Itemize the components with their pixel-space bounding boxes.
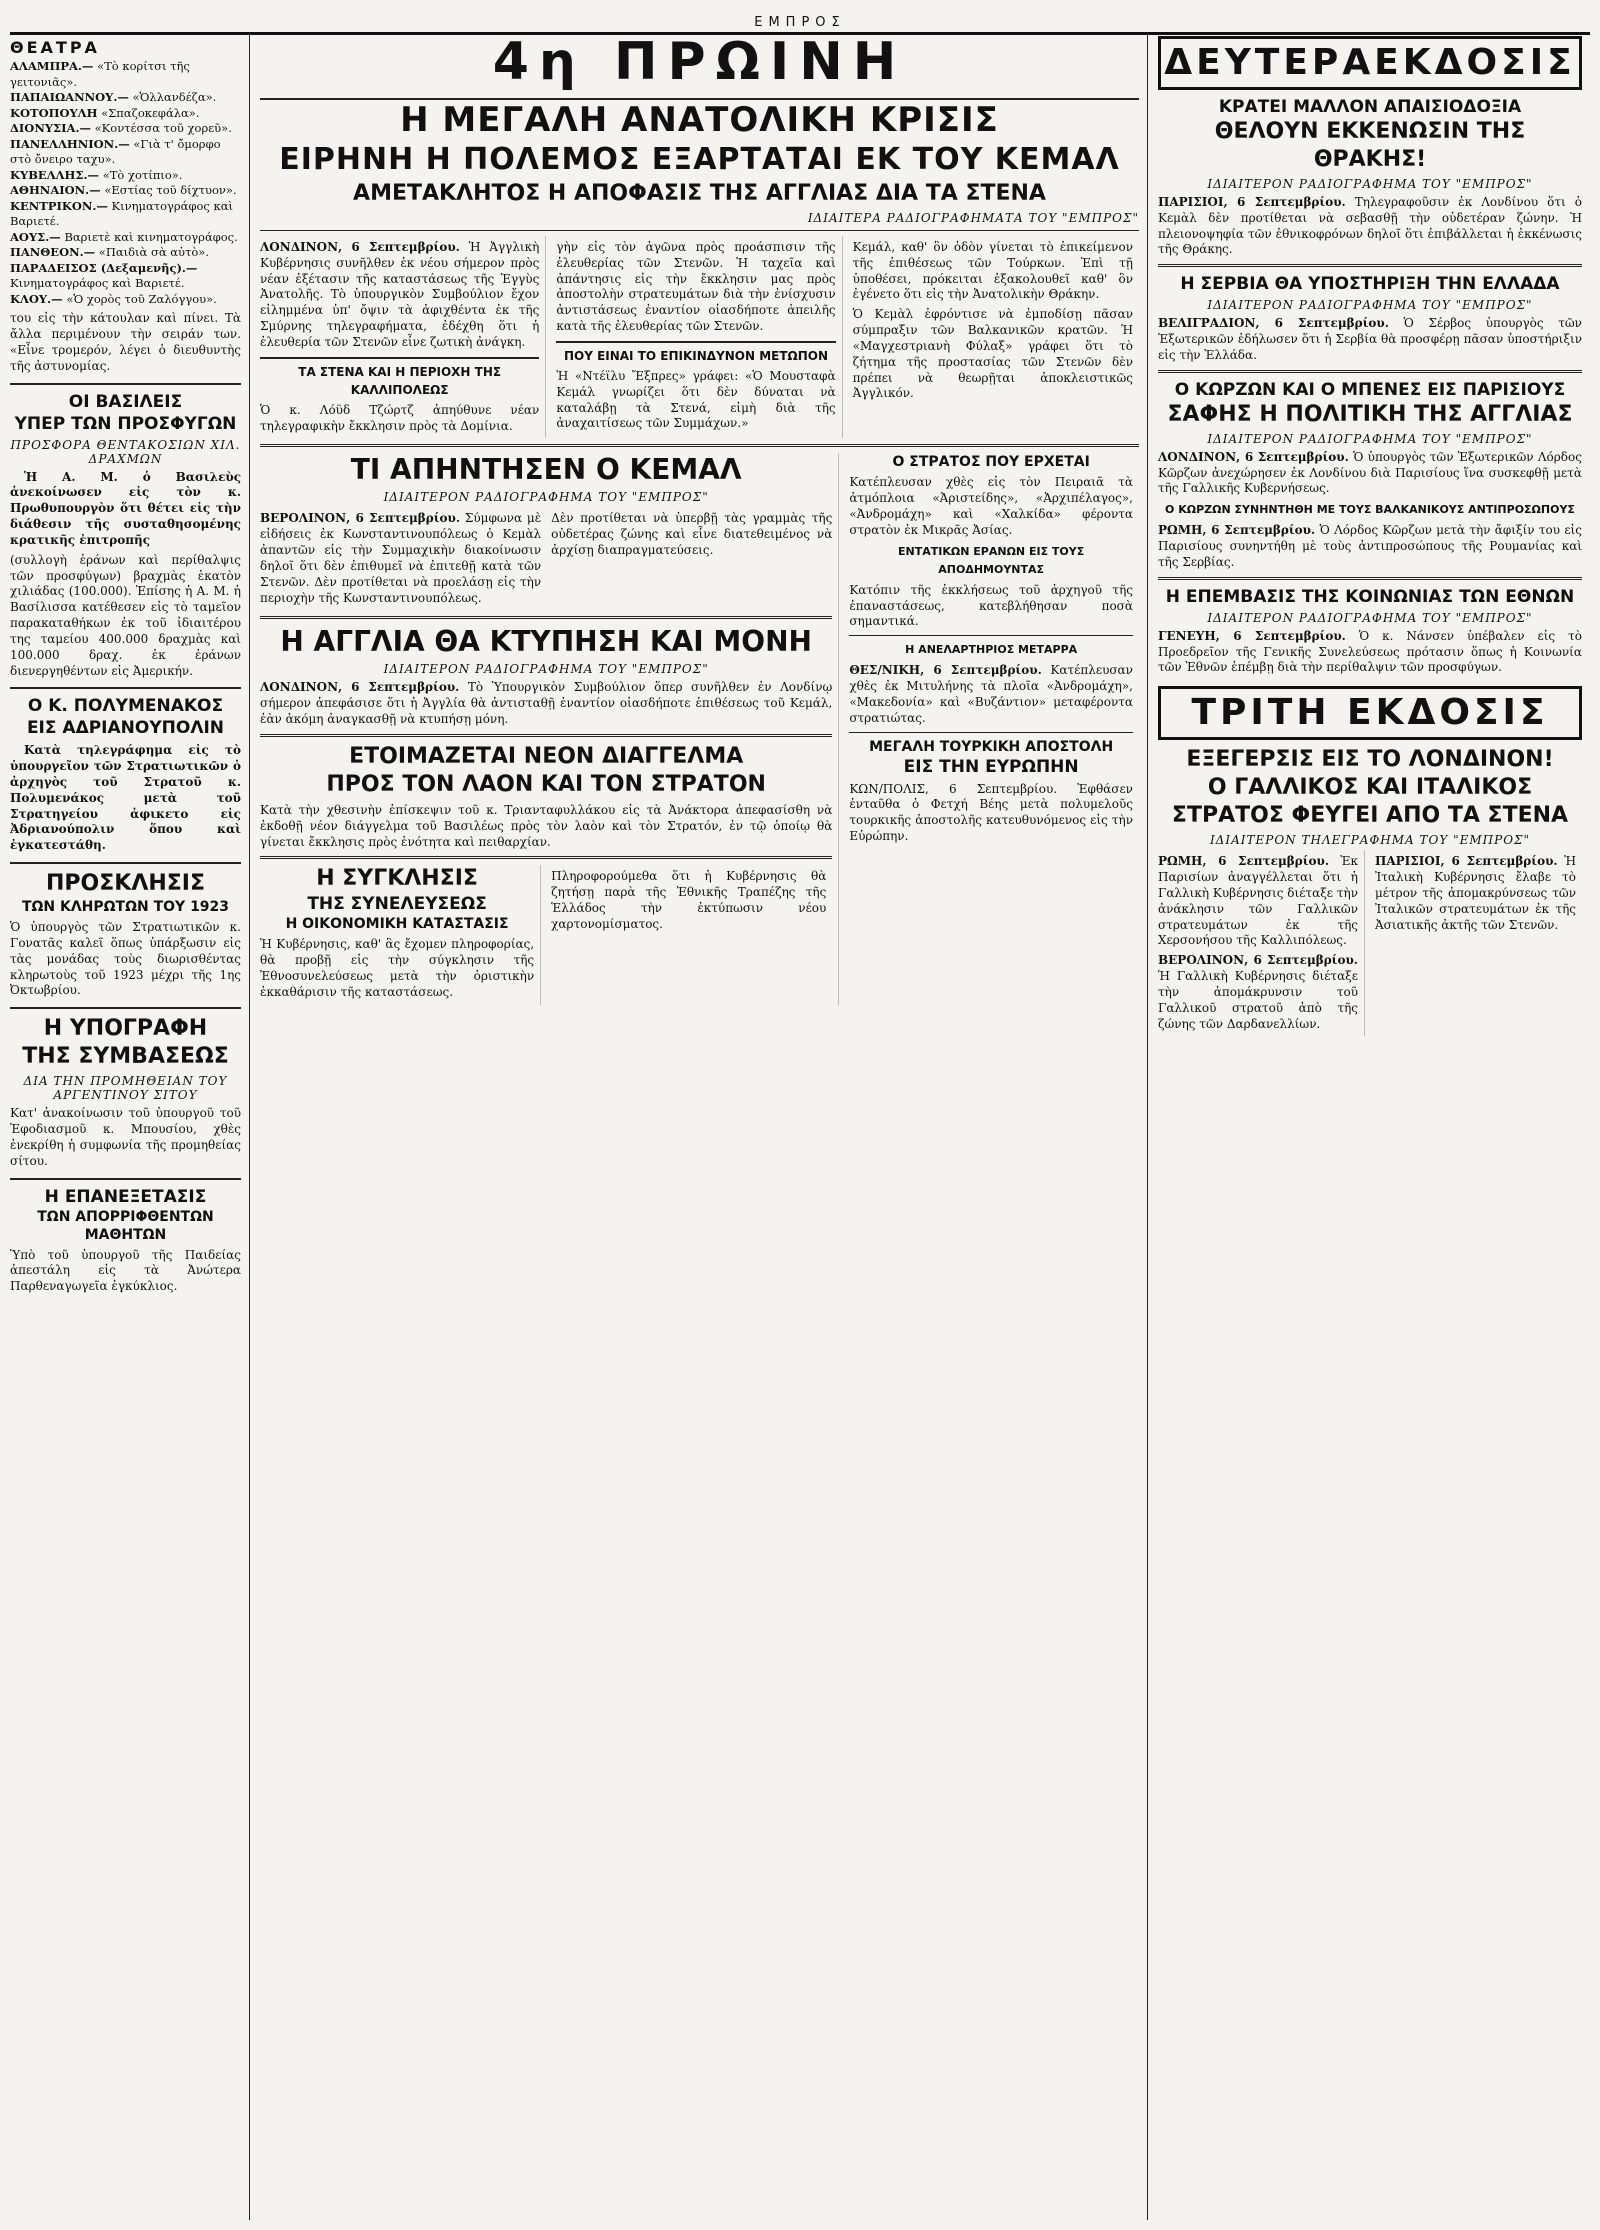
kings-article (10, 383, 241, 680)
curzon-body-2: Ὁ Λόρδος Κῶρζων μετὰ τὴν ἄφιξίν του εἰς Παρισίους συνηντήθη μὲ τοὺς ἀντιπροσώπους τῆς Ρουμανίας καὶ τῆς Σερβίας. (1158, 523, 1582, 569)
theatre-venue: ΚΟΤΟΠΟΥΛΗ (10, 105, 98, 120)
kemal-subhead: ΙΔΙΑΙΤΕΡΟΝ ΡΑΔΙΟΓΡΑΦΗΜΑ ΤΟΥ "ΕΜΠΡΟΣ" (383, 490, 709, 505)
theatre-item (10, 292, 241, 308)
straits-body: Ὁ κ. Λόϋδ Τζώρτζ ἀπηύθυνε νέαν τηλεγραφικὴν ἔκκλησιν πρὸς τὰ Δομίνια. (260, 402, 540, 433)
main-col-1 (260, 236, 546, 438)
fire-dateline: ΘΕΣ/ΝΙΚΗ, 6 Σεπτεμβρίου. (849, 663, 1042, 678)
right-column (1158, 34, 1590, 2220)
serbia-h1: Η ΣΕΡΒΙΑ ΘΑ ΥΠΟΣΤΗΡΙΞΗ ΤΗΝ ΕΛΛΑΔΑ (1180, 274, 1560, 295)
theatre-show: «Παιδιὰ σὰ αὐτὸ». (98, 245, 209, 260)
klerotoi-h1: ΠΡΟΣΚΛΗΣΙΣ (46, 871, 205, 897)
assembly-h2: ΤΗΣ ΣΥΝΕΛΕΥΣΕΩΣ (307, 894, 487, 915)
army-body: Κατέπλευσαν χθὲς εἰς τὸν Πειραιᾶ τὰ ἀτμόπλοια «Ἀριστείδης», «Ἀρχιπέλαγος», «Ἀνδρομάχη» καὶ «Χαλκίδα» φέροντα στρατὸν ἐκ Μικρᾶς Ἀσίας. (849, 475, 1133, 537)
turk-h1: ΜΕΓΑΛΗ ΤΟΥΡΚΙΚΗ ΑΠΟΣΤΟΛΗ (869, 738, 1114, 755)
theatre-note: του εἰς τὴν κάτουλαν καὶ πίνει. Τὰ ἄλλα περιμένουν τὴν σειράν των. «Εἶνε τρομερόν, λέγει ὁ διευθυντὴς τῆς ἀστυνομίας. (10, 311, 241, 373)
second-edition-banner: ΔΕΥΤΕΡΑΕΚΔΟΣΙΣ (1158, 36, 1582, 90)
turk-h2: ΕΙΣ ΤΗΝ ΕΥΡΩΠΗΝ (903, 756, 1079, 777)
nations-body: Ὁ κ. Νάνσεν ὑπέβαλεν εἰς τὸ Προεδρεῖον τῆς Γενικῆς Συνελεύσεως πρότασιν ὅπως ἡ Κοινωνία τῶν Ἐθνῶν ἐπέμβῃ διὰ τὴν περίθαλψιν τῶν προσφύγων. (1158, 628, 1582, 675)
theatre-item (10, 106, 241, 122)
theatre-venue: ΑΘΗΝΑΙΟΝ.— (10, 183, 101, 198)
main-headline-1: Η ΜΕΓΑΛΗ ΑΝΑΤΟΛΙΚΗ ΚΡΙΣΙΣ (400, 100, 999, 140)
theatre-venue: ΠΑΝΕΛΛΗΝΙΟΝ.— (10, 136, 130, 151)
theatre-show: «Τὸ χοτίπιο». (102, 167, 183, 182)
third-h2: Ο ΓΑΛΛΙΚΟΣ ΚΑΙ ΙΤΑΛΙΚΟΣ ΣΤΡΑΤΟΣ ΦΕΥΓΕΙ ΑΠΟ ΤΑ ΣΤΕΝΑ (1171, 775, 1569, 829)
alone-dateline: ΛΟΝΔΙΝΟΝ, 6 Σεπτεμβρίου. (260, 680, 460, 695)
army-body2: Κατόπιν τῆς ἐκκλήσεως τοῦ ἀρχηγοῦ τῆς ἐπαναστάσεως, κατεβλήθησαν ποσὰ σημαντικά. (849, 582, 1133, 629)
polymenakos-h2: ΕΙΣ ΑΔΡΙΑΝΟΥΠΟΛΙΝ (26, 718, 225, 739)
third-subhead: ΙΔΙΑΙΤΕΡΟΝ ΤΗΛΕΓΡΑΦΗΜΑ ΤΟΥ "ΕΜΠΡΟΣ" (1209, 833, 1531, 848)
kemal-headline: ΤΙ ΑΠΗΝΤΗΣΕΝ Ο ΚΕΜΑΛ (350, 453, 742, 487)
theatre-venue: ΑΟΥΣ.— (10, 229, 61, 244)
proclaim-body: Κατὰ τὴν χθεσινὴν ἐπίσκεψιν τοῦ κ. Τριανταφυλλάκου εἰς τὰ Ἀνάκτορα ἀπεφασίσθη νὰ ἐκδοθῇ νέον διάγγελμα τοῦ Βασιλέως πρὸς τὸν λαὸν καὶ τὸν Στρατόν, ἐν τῷ ὁποίῳ θὰ γίνεται ἔκκλησις πρὸς ἑνότητα καὶ πειθαρχίαν. (260, 802, 833, 849)
theatre-item (10, 199, 241, 230)
theatre-venue: ΚΕΝΤΡΙΚΟΝ.— (10, 198, 108, 213)
pessimism-dateline: ΠΑΡΙΣΙΟΙ, 6 Σεπτεμβρίου. (1158, 195, 1346, 209)
main-col-2 (556, 236, 842, 438)
klerotoi-article (10, 862, 241, 999)
main-dateline: ΛΟΝΔΙΝΟΝ, 6 Σεπτεμβρίου. (260, 240, 460, 254)
front-subhead: ΠΟΥ ΕΙΝΑΙ ΤΟ ΕΠΙΚΙΝΔΥΝΟΝ ΜΕΤΩΠΟΝ (563, 348, 829, 363)
sign-h3: ΔΙΑ ΤΗΝ ΠΡΟΜΗΘΕΙΑΝ ΤΟΥ ΑΡΓΕΝΤΙΝΟΥ ΣΙΤΟΥ (23, 1074, 228, 1103)
serbia-dateline: ΒΕΛΙΓΡΑΔΙΟΝ, 6 Σεπτεμβρίου. (1158, 316, 1389, 331)
fire-body: Κατέπλευσαν χθὲς ἐκ Μιτυλήνης τὰ πλοῖα «Ἀνδρομάχη», «Μακεδονία» καὶ «Βυζάντιον» μεταφέροντα στρατιώτας. (849, 663, 1133, 725)
third-dateline-2: ΒΕΡΟΛΙΝΟΝ, 6 Σεπτεμβρίου. (1158, 953, 1358, 968)
alone-subhead: ΙΔΙΑΙΤΕΡΟΝ ΡΑΔΙΟΓΡΑΦΗΜΑ ΤΟΥ "ΕΜΠΡΟΣ" (383, 662, 709, 677)
kings-h3: ΠΡΟΣΦΟΡΑ ΘΕΝΤΑΚΟΣΙΩΝ ΧΙΛ. ΔΡΑΧΜΩΝ (10, 437, 241, 466)
alone-headline: Η ΑΓΓΛΙΑ ΘΑ ΚΤΥΠΗΣΗ ΚΑΙ ΜΟΝΗ (280, 625, 812, 659)
front-body: Ἡ «Ντέϊλυ Ἔξπρες» γράφει: «Ὁ Μουσταφὰ Κεμάλ γνωρίζει ὅτι δὲν δύναται νὰ καταλάβῃ τὰ Στενά, εἰμὴ διὰ τῆς ἀναχαιτίσεως τῶν Συμμάχων.» (556, 368, 836, 431)
serbia-subhead: ΙΔΙΑΙΤΕΡΟΝ ΡΑΔΙΟΓΡΑΦΗΜΑ ΤΟΥ "ΕΜΠΡΟΣ" (1207, 298, 1533, 313)
theatre-show: Βαριετὲ καὶ κινηματογράφος. (64, 229, 238, 244)
middle-right (849, 453, 1139, 1004)
theatre-item (10, 183, 241, 199)
third-body-3: Ἡ Ἰταλικὴ Κυβέρνησις ἔλαβε τὸ μέτρον τῆς ἀπομακρύνσεως τῶν Ἰταλικῶν στρατευμάτων ἐκ τῆς Ἀσιατικῆς ἀκτῆς τῶν Στενῶν. (1375, 854, 1576, 932)
third-edition-banner: ΤΡΙΤΗ ΕΚΔΟΣΙΣ (1158, 686, 1582, 740)
theatre-venue: ΚΛΟΥ.— (10, 291, 63, 306)
curzon-body: Ὁ ὑπουργὸς τῶν Ἐξωτερικῶν Λόρδος Κῶρζων ἀνεχώρησεν ἐκ Λονδίνου διὰ Παρισίους ἵνα συσκεφθῇ μετὰ τῆς Γαλλικῆς Κυβερνήσεως. (1158, 449, 1582, 496)
curzon-h1: Ο ΚΩΡΖΩΝ ΚΑΙ Ο ΜΠΕΝΕΣ ΕΙΣ ΠΑΡΙΣΙΟΥΣ (1174, 379, 1566, 400)
straits-subhead: ΤΑ ΣΤΕΝΑ ΚΑΙ Η ΠΕΡΙΟΧΗ ΤΗΣ ΚΑΛΛΙΠΟΛΕΩΣ (298, 364, 502, 397)
theatre-item (10, 261, 241, 292)
main-headline-3: ΑΜΕΤΑΚΛΗΤΟΣ Η ΑΠΟΦΑΣΙΣ ΤΗΣ ΑΓΓΛΙΑΣ ΔΙΑ ΤΑ ΣΤΕΝΑ (353, 181, 1046, 206)
klerotoi-body: Ὁ ὑπουργὸς τῶν Στρατιωτικῶν κ. Γονατᾶς καλεῖ ὅπως ὑπάρξωσιν εἰς τὰς μονάδας τοὺς διωρισθέντας κληρωτοὺς τοῦ 1923 μέχρι τῆς 1ης Ὀκτωβρίου. (10, 920, 241, 998)
serbia-body: Ὁ Σέρβος ὑπουργὸς τῶν Ἐξωτερικῶν ἐδήλωσεν ὅτι ἡ Σερβία θὰ προσφέρῃ πᾶσαν ὑποστήριξιν εἰς τὴν Ἑλλάδα. (1158, 316, 1582, 362)
kemal-body: Σύμφωνα μὲ εἰδήσεις ἐκ Κωνσταντινουπόλεως ὁ Κεμὰλ ἀπαντῶν εἰς τὴν Συμμαχικὴν διακοίνωσιν δηλοῖ ὅτι δὲν ἐπιθυμεῖ νὰ ἐπιτεθῇ κατὰ τῶν Στενῶν. Δὲν προτίθεται νὰ προελάσῃ εἰς τὴν περιοχὴν τῆς Κωνσταντινουπόλεως. (260, 511, 542, 605)
kings-h1: ΟΙ ΒΑΣΙΛΕΙΣ (68, 391, 183, 412)
theatre-venue: ΠΑΠΑΙΩΑΝΝΟΥ.— (10, 90, 129, 105)
army-headline: Ο ΣΤΡΑΤΟΣ ΠΟΥ ΕΡΧΕΤΑΙ (892, 454, 1090, 471)
curzon-h3: Ο ΚΩΡΖΩΝ ΣΥΝΗΝΤΗΘΗ ΜΕ ΤΟΥΣ ΒΑΛΚΑΝΙΚΟΥΣ ΑΝΤΙΠΡΟΣΩΠΟΥΣ (1165, 503, 1575, 517)
theatre-venue: ΠΑΡΑΔΕΙΣΟΣ (Δεξαμενῆς).— (10, 260, 198, 275)
theatre-show: «Γιὰ τ' ὄμορφο στὸ ὄνειρο ταχυ». (10, 136, 221, 167)
review-article (10, 1178, 241, 1295)
klerotoi-h2: ΤΩΝ ΚΛΗΡΩΤΩΝ ΤΟΥ 1923 (21, 899, 230, 916)
pessimism-h2: ΘΕΛΟΥΝ ΕΚΚΕΝΩΣΙΝ ΤΗΣ ΘΡΑΚΗΣ! (1214, 119, 1526, 172)
theatre-show: «Σπαζοκεφάλα». (101, 105, 200, 120)
kemal-body-cont: Δὲν προτίθεται νὰ ὑπερβῇ τὰς γραμμὰς τῆς οὐδετέρας ζώνης καὶ εἶνε διατεθειμένος νὰ ἀρχίσῃ διαπραγματεύσεις. (551, 511, 833, 558)
kings-body: (συλλογὴ ἐράνων καὶ περίθαλψις τῶν προσφύγων) βραχμὰς ἑκατὸν χιλιάδας (100.000). Ἐπίσης ἡ Α. Μ. ἡ Βασίλισσα κατέθεσεν εἰς τὸ ταμεῖον παρακαταθήκων ἐκ τοῦ ἰδιαιτέρου της ταμείου 400.000 δραχμὰς καὶ 100.000 δραχ. ἐκ ἐράνων διενεργηθέντων εἰς Ἀμερικήν. (10, 552, 241, 678)
main-col2-body: γὴν εἰς τὸν ἀγῶνα πρὸς προάσπισιν τῆς ἐλευθερίας τῶν Στενῶν. Ἡ ταχεῖα καὶ ἀπάντησις εἰς τὴν ἔκκλησιν μας πρὸς ἀποστολὴν στρατευμάτων διὰ τὴν ἐνίσχυσιν ἀντιστάσεως ἐναντίον οἱασδήποτε ἀπειλῆς κατὰ τῆς ἐλευθερίας τῶν Στενῶν. (556, 240, 836, 334)
third-body-2: Ἡ Γαλλικὴ Κυβέρνησις διέταξε τὴν ἀπομάκρυνσιν τοῦ Γαλλικοῦ στρατοῦ ἀπὸ τῆς ζώνης τῶν Δαρδανελλίων. (1158, 969, 1358, 1031)
masthead: ΕΜΠΡΟΣ (10, 0, 1590, 35)
theatre-item (10, 230, 241, 246)
theatre-show: «Τὸ κορίτσι τῆς γειτονιᾶς». (10, 59, 190, 89)
proclaim-h2: ΠΡΟΣ ΤΟΝ ΛΑΟΝ ΚΑΙ ΤΟΝ ΣΤΡΑΤΟΝ (326, 771, 766, 797)
third-dateline: ΡΩΜΗ, 6 Σεπτεμβρίου. (1158, 854, 1330, 869)
theatre-venue: ΚΥΒΕΛΛΗΣ.— (10, 167, 100, 182)
theatre-item (10, 168, 241, 184)
army-subhead: ΕΝΤΑΤΙΚΩΝ ΕΡΑΝΩΝ ΕΙΣ ΤΟΥΣ ΑΠΟΔΗΜΟΥΝΤΑΣ (898, 544, 1085, 576)
sign-h1: Η ΥΠΟΓΡΑΦΗ (43, 1016, 208, 1042)
sign-body: Κατ' ἀνακοίνωσιν τοῦ ὑπουργοῦ τοῦ Ἐφοδιασμοῦ κ. Μπουσίου, χθὲς ἐνεκρίθη ἡ συμφωνία τῆς προμηθείας σίτου. (10, 1106, 241, 1168)
theatre-show: Κινηματογράφος καὶ Βαριετέ. (10, 198, 233, 229)
theatre-item (10, 137, 241, 168)
kings-lead: Ἡ Α. Μ. ὁ Βασιλεὺς ἀνεκοίνωσεν εἰς τὸν κ. Πρωθυπουργὸν ὅτι θέτει εἰς τὴν διάθεσιν τῆς συσταθησομένης κρατικῆς ἐπιτροπῆς (10, 469, 241, 547)
pessimism-body: Τηλεγραφοῦσιν ἐκ Λονδίνου ὅτι ὁ Κεμὰλ δὲν προτίθεται νὰ σεβασθῇ τὴν οὐδετέραν ζώνην. Ἡ πλειονοψηφία τῶν ἐθνικοφρόνων δηλοῖ ὅτι ἐπιβάλλεται ἡ ἐκκένωσις τῆς Θράκης. (1158, 195, 1582, 257)
main-col1-body: Ἡ Ἀγγλικὴ Κυβέρνησις συνῆλθεν ἐκ νέου σήμερον πρὸς νέαν ἐξέτασιν τῆς καταστάσεως τῆς Ἐγγὺς Ἀνατολῆς. Τὸ ὑπουργικὸν Συμβούλιον ἔχον εἰλημμένα ὑπ' ὄψιν τὰ ἀφιχθέντα ἐκ τῆς Σμύρνης τηλεγραφήματα, ἐδέχθη ὅτι ἡ ἐλευθερία τῶν Στενῶν εἶνε ζωτικὴ ἀνάγκη. (260, 240, 540, 349)
main-subhead: ΙΔΙΑΙΤΕΡΑ ΡΑΔΙΟΓΡΑΦΗΜΑΤΑ ΤΟΥ "ΕΜΠΡΟΣ" (807, 211, 1139, 225)
kemal-dateline: ΒΕΡΟΛΙΝΟΝ, 6 Σεπτεμβρίου. (260, 511, 461, 526)
curzon-h2: ΣΑΦΗΣ Η ΠΟΛΙΤΙΚΗ ΤΗΣ ΑΓΓΛΙΑΣ (1167, 401, 1573, 427)
theatre-item (10, 245, 241, 261)
polymenakos-body: Κατὰ τηλεγράφημα εἰς τὸ ὑπουργεῖον τῶν Στρατιωτικῶν ὁ ἀρχηγὸς τοῦ Στρατοῦ κ. Πολυμενάκος μετὰ τοῦ Στρατηγείου ἀφικετο εἰς Ἀδριανούπολιν ὅπου καὶ ἐγκατεστάθη. (10, 743, 241, 853)
polymenakos-h1: Ο Κ. ΠΟΛΥΜΕΝΑΚΟΣ (27, 696, 224, 717)
third-h1: ΕΞΕΓΕΡΣΙΣ ΕΙΣ ΤΟ ΛΟΝΔΙΝΟΝ! (1186, 747, 1554, 773)
theatre-show: «Ὁ χορὸς τοῦ Ζαλόγγου». (66, 291, 217, 306)
main-col-3 (853, 236, 1139, 438)
sign-article (10, 1007, 241, 1169)
columns (10, 34, 1590, 2220)
third-dateline-3: ΠΑΡΙΣΙΟΙ, 6 Σεπτεμβρίου. (1375, 854, 1558, 869)
main-headline-2: ΕΙΡΗΝΗ Η ΠΟΛΕΜΟΣ ΕΞΑΡΤΑΤΑΙ ΕΚ ΤΟΥ ΚΕΜΑΛ (279, 142, 1120, 177)
review-body: Ὑπὸ τοῦ ὑπουργοῦ τῆς Παιδείας ἀπεστάλη εἰς τὰ Ἀνώτερα Παρθεναγωγεῖα ἐγκύκλιος. (10, 1247, 241, 1294)
theatre-venue: ΠΑΝΘΕΟΝ.— (10, 245, 96, 260)
assembly-h1: Η ΣΥΓΚΛΗΣΙΣ (316, 866, 478, 892)
pessimism-subhead: ΙΔΙΑΙΤΕΡΟΝ ΡΑΔΙΟΓΡΑΦΗΜΑ ΤΟΥ "ΕΜΠΡΟΣ" (1207, 177, 1533, 191)
main-col3-body: Κεμάλ, καθ' ὃν ὁδὸν γίνεται τὸ ἐπικείμενον τῆς ἐπιθέσεως τῶν Τούρκων. Ἐπὶ τῇ ὑποθέσει, πρόκειται ἐξακολουθεῖ καθ' ὃν ἐγένετο ὅτι εἰς τὴν Ἀνατολικὴν Θράκην. (852, 240, 1133, 302)
turk-body: ΚΩΝ/ΠΟΛΙΣ, 6 Σεπτεμβρίου. Ἐφθάσεν ἐνταῦθα ὁ Φετχή Βέης μετὰ πολυμελοῦς τουρκικῆς ἀποστολῆς κατευθυνόμενος εἰς τὴν Εὐρώπην. (849, 781, 1133, 844)
curzon-dateline: ΛΟΝΔΙΝΟΝ, 6 Σεπτεμβρίου. (1158, 449, 1349, 464)
main-article-columns (260, 236, 1139, 438)
curzon-subhead: ΙΔΙΑΙΤΕΡΟΝ ΡΑΔΙΟΓΡΑΦΗΜΑ ΤΟΥ "ΕΜΠΡΟΣ" (1207, 431, 1533, 446)
polymenakos-article (10, 687, 241, 854)
theatre-title: ΘΕΑΤΡΑ (10, 38, 100, 57)
assembly-body2: Πληροφορούμεθα ὅτι ἡ Κυβέρνησις θὰ ζητήσῃ παρὰ τῆς Ἐθνικῆς Τραπέζης τῆς Ἑλλάδος τὴν ἐκτύπωσιν νέου χαρτονομίσματος. (551, 869, 827, 931)
fire-headline: Η ΑΝΕΛΑΡΤΗΡΙΟΣ ΜΕΤΑΡΡΑ (905, 643, 1078, 657)
sign-h2: ΤΗΣ ΣΥΜΒΑΣΕΩΣ (22, 1044, 229, 1070)
nations-subhead: ΙΔΙΑΙΤΕΡΟΝ ΡΑΔΙΟΓΡΑΦΗΜΑ ΤΟΥ "ΕΜΠΡΟΣ" (1207, 610, 1533, 625)
proclaim-h1: ΕΤΟΙΜΑΖΕΤΑΙ ΝΕΟΝ ΔΙΑΓΓΕΛΜΑ (349, 743, 744, 769)
theatre-item (10, 121, 241, 137)
theatre-show: «Ὁλλανδέζα». (132, 90, 217, 105)
theatre-show: «Εστίας τοῦ δίχτυον». (104, 183, 237, 198)
center-column (260, 34, 1148, 2220)
third-body: Ἐκ Παρισίων ἀναγγέλλεται ὅτι ἡ Γαλλικὴ Κυβέρνησις διέταξε τὴν ἀνάκλησιν τῶν Γαλλικῶν στρατευμάτων ἐκ τῆς Χερσονήσου τῆς Καλλιπόλεως. (1158, 854, 1358, 948)
kings-h2: ΥΠΕΡ ΤΩΝ ΠΡΟΣΦΥΓΩΝ (14, 413, 237, 434)
left-column (10, 34, 250, 2220)
theatre-item (10, 90, 241, 106)
alone-body: Τὸ Ὑπουργικὸν Συμβούλιον ὅπερ συνῆλθεν ἐν Λονδίνῳ σήμερον ἀπεφάσισε ὅτι ἡ Ἀγγλία θὰ ἀντισταθῇ ἐναντίον οἱασδήποτε ἐπιθέσεως τοῦ Κεμάλ, ἐὰν ἀκόμη ἀναγκασθῇ νὰ κτυπήσῃ μόνη. (260, 680, 833, 727)
assembly-body: Ἡ Κυβέρνησις, καθ' ἃς ἔχομεν πληροφορίας, θὰ προβῇ εἰς τὴν σύγκλησιν τῆς Ἐθνοσυνελεύσεως μετὰ τὴν ὁριστικὴν ἐκκαθάρισιν τῆς καταστάσεως. (260, 937, 535, 999)
main-col3-body2: Ὁ Κεμὰλ ἐφρόντισε νὰ ἐμποδίσῃ πᾶσαν σύμπραξιν τῶν Βαλκανικῶν κρατῶν. Ἡ «Μαγχεστριανὴ Φύλαξ» γράφει ὅτι τὸ ζήτημα τῆς προστασίας τῶν Στενῶν δὲν πρέπει νὰ θεωρῇται ἀποκλειστικῶς Ἀγγλικόν. (852, 307, 1133, 401)
pessimism-h1: ΚΡΑΤΕΙ ΜΑΛΛΟΝ ΑΠΑΙΣΙΟΔΟΞΙΑ (1218, 97, 1522, 117)
edition-banner: 4η ΠΡΩΙΝΗ (260, 34, 1139, 100)
theatre-list (10, 59, 241, 307)
theatre-venue: ΑΛΑΜΠΡΑ.— (10, 59, 94, 73)
theatre-show: «Κοντέσσα τοῦ χορεῦ». (94, 121, 232, 136)
nations-dateline: ΓΕΝΕΥΗ, 6 Σεπτεμβρίου. (1158, 628, 1346, 643)
nations-h1: Η ΕΠΕΜΒΑΣΙΣ ΤΗΣ ΚΟΙΝΩΝΙΑΣ ΤΩΝ ΕΘΝΩΝ (1165, 586, 1575, 607)
theatre-show: Κινηματογράφος καὶ Βαριετέ. (10, 276, 185, 291)
middle-block (260, 453, 1139, 1004)
theatre-item (10, 59, 241, 90)
theatre-venue: ΔΙΟΝΥΣΙΑ.— (10, 121, 91, 136)
assembly-h3: Η ΟΙΚΟΝΟΜΙΚΗ ΚΑΤΑΣΤΑΣΙΣ (285, 916, 509, 933)
curzon-dateline-2: ΡΩΜΗ, 6 Σεπτεμβρίου. (1158, 523, 1316, 538)
review-h2: ΤΩΝ ΑΠΟΡΡΙΦΘΕΝΤΩΝ ΜΑΘΗΤΩΝ (37, 1208, 214, 1243)
middle-left (260, 453, 839, 1004)
review-h1: Η ΕΠΑΝΕΞΕΤΑΣΙΣ (44, 1186, 207, 1207)
